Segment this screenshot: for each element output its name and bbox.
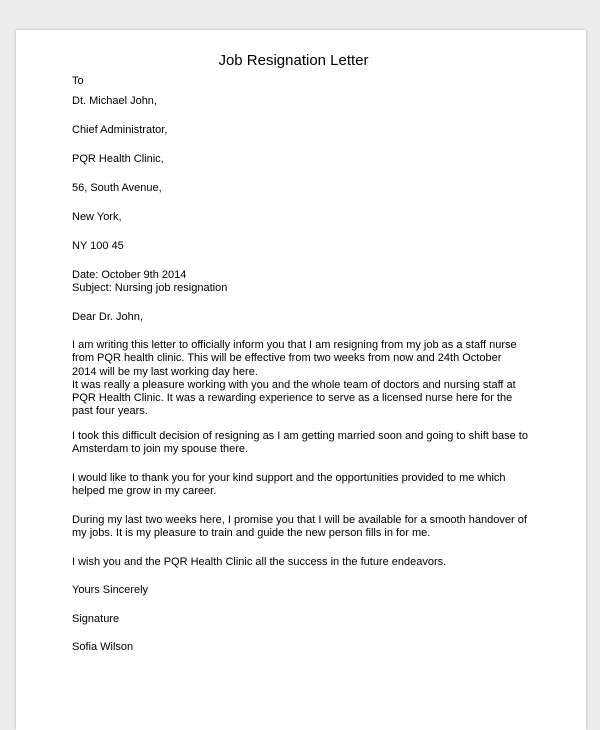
- paragraph-5: I wish you and the PQR Health Clinic all the success in the future endeavors.: [72, 556, 447, 568]
- paragraph-line: During my last two weeks here, I promise you that I will be available for a smooth handover of: [72, 514, 527, 526]
- salutation: Dear Dr. John,: [72, 311, 143, 323]
- paragraph-line: 2014 will be my last working day here.: [72, 365, 258, 378]
- paragraph-line: I would like to thank you for your kind support and the opportunities provided to me which: [72, 472, 506, 484]
- closing: Yours Sincerely: [72, 584, 149, 596]
- recipient-name: Dt. Michael John,: [72, 95, 157, 107]
- paragraph-1: [72, 339, 532, 419]
- address-line-1: 56, South Avenue,: [72, 182, 162, 194]
- paragraph-3: [72, 472, 532, 499]
- paragraph-4: [72, 514, 532, 541]
- paragraph-line: helped me grow in my career.: [72, 485, 217, 498]
- paragraph-line: It was really a pleasure working with you and the whole team of doctors and nursing staff at: [72, 378, 516, 391]
- postal-code: NY 100 45: [72, 240, 124, 252]
- paragraph-line: I took this difficult decision of resigning as I am getting married soon and going to shift base to: [72, 430, 528, 442]
- paragraph-line: I am writing this letter to officially inform you that I am resigning from my job as a staff nurse: [72, 339, 517, 351]
- paragraph-line: PQR Health Clinic. It was a rewarding experience to serve as a licensed nurse here for the: [72, 392, 513, 405]
- paragraph-line: from PQR health clinic. This will be effective from two weeks from now and 24th October: [72, 352, 502, 365]
- address-line-2: New York,: [72, 211, 122, 223]
- letter-date: Date: October 9th 2014: [72, 269, 187, 281]
- letter-title: Job Resignation Letter: [218, 52, 369, 69]
- recipient-organization: PQR Health Clinic,: [72, 153, 164, 165]
- paragraph-line: past four years.: [72, 405, 148, 418]
- paragraph-2: [72, 430, 532, 457]
- to-label: To: [72, 75, 84, 87]
- signature-label: Signature: [72, 613, 120, 625]
- sender-name: Sofia Wilson: [72, 641, 134, 653]
- document-page: [16, 30, 586, 730]
- paragraph-line: my jobs. It is my pleasure to train and guide the new person fills in for me.: [72, 527, 431, 540]
- letter-subject: Subject: Nursing job resignation: [72, 282, 228, 294]
- recipient-title: Chief Administrator,: [72, 124, 168, 136]
- paragraph-line: Amsterdam to join my spouse there.: [72, 443, 249, 456]
